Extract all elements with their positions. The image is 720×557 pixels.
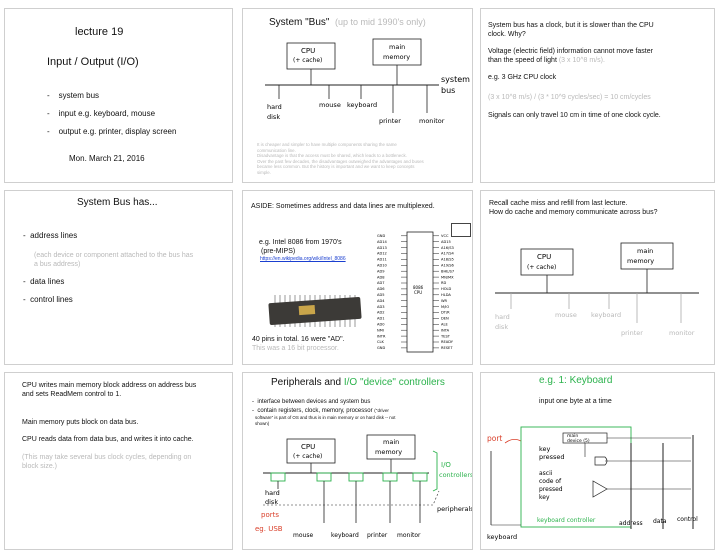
slide-peripherals[interactable]	[242, 372, 473, 550]
pin-label-left: GND	[377, 346, 386, 351]
lecture-title: lecture 19	[75, 26, 124, 38]
pin-label-left: AD6	[377, 287, 385, 292]
pin-label-left: AD8	[377, 275, 385, 280]
cpu-writes-text: CPU writes main memory block address on address bus and sets ReadMem control to 1.	[22, 382, 197, 398]
pin-label-left: AD10	[377, 263, 387, 268]
controller-label: keyboard controller	[537, 517, 596, 524]
memory-label: memory	[375, 448, 403, 456]
main-label: main	[383, 438, 400, 446]
bus-diagram	[243, 9, 473, 139]
memory-label: memory	[383, 53, 411, 61]
cpu-label: CPU	[301, 47, 316, 55]
peripherals-label: peripherals	[437, 505, 474, 513]
chip-name: 8086	[413, 285, 424, 290]
keyboard-label: keyboard	[331, 532, 359, 539]
pin-label-left: AD5	[377, 293, 385, 297]
pin-label-left: AD9	[377, 269, 385, 274]
ports-label: ports	[261, 511, 279, 519]
slide-title: e.g. 1: Keyboard	[539, 375, 613, 386]
cycles-note: (This may take several bus clock cycles, depending on block size.)	[22, 454, 192, 470]
io-label: I/O	[441, 461, 451, 469]
pin-label-right: VCC	[441, 234, 449, 238]
hard-label: hard	[267, 103, 282, 111]
slide-title: ASIDE: Sometimes address and data lines are multiplexed.	[251, 203, 435, 210]
keyboard-label: keyboard	[347, 101, 378, 109]
system-label: system	[441, 75, 470, 84]
mouse-label: mouse	[293, 532, 314, 539]
ascii-line4: key	[539, 494, 550, 501]
control-label: control	[677, 516, 698, 523]
cpu-reads-text: CPU reads data from data bus, and writes it into cache.	[22, 436, 194, 443]
pin-label-right: HOLD	[441, 287, 452, 292]
bullet-input: - input e.g. keyboard, mouse	[47, 109, 156, 118]
pin-label-right: DT/R	[441, 310, 450, 315]
pin-label-right: HLDA	[441, 293, 451, 297]
key-label: key	[539, 445, 551, 453]
pin-label-right: RESET	[441, 346, 453, 351]
slide-system-bus[interactable]	[242, 8, 473, 183]
pin-label-right: RD	[441, 281, 447, 286]
pin-label-right: A17/S4	[441, 251, 454, 256]
main-label: main	[637, 247, 654, 255]
cache-label: (+ cache)	[527, 264, 557, 271]
pin-label-left: AD13	[377, 245, 387, 250]
lecture-date: Mon. March 21, 2016	[69, 154, 145, 163]
printer-label: printer	[379, 117, 401, 125]
cache-label: (+ cache)	[293, 57, 323, 64]
pin-label-right: TEST	[441, 334, 450, 339]
distance-calc: (3 x 10^8 m/s) / (3 * 10^9 cycles/sec) = 10 cm/cycles	[488, 94, 651, 101]
port-label: port	[487, 434, 503, 443]
pin-label-right: A16/S3	[441, 245, 454, 250]
address-label: address	[619, 520, 643, 527]
cpu-clock-example: e.g. 3 GHz CPU clock	[488, 74, 557, 81]
printer-label: printer	[367, 532, 388, 539]
chip-sub: CPU	[414, 290, 423, 295]
address-note: (each device or component attached to the bus has a bus address)	[34, 252, 194, 268]
main-device-line2: device (5)	[567, 439, 590, 444]
hard-label: hard	[495, 313, 510, 321]
usb-label: eg. USB	[255, 525, 283, 533]
slide-title: Peripherals and I/O "device" controllers	[271, 377, 445, 388]
slide-title: System Bus has...	[77, 197, 158, 208]
item-address-lines: - address lines	[23, 231, 78, 240]
monitor-label: monitor	[397, 532, 421, 539]
legend-box	[451, 223, 471, 237]
ascii-line2: code of	[539, 478, 562, 485]
pin-count: 40 pins in total. 16 were "AD".	[252, 336, 345, 343]
slide-cache-refill[interactable]	[480, 190, 715, 365]
data-label: data	[653, 518, 667, 525]
mouse-label: mouse	[555, 311, 577, 319]
pin-label-right: DEN	[441, 316, 449, 321]
clock-text: System bus has a clock, but it is slower than the CPU clock. Why?	[488, 22, 654, 38]
chip-photo	[265, 291, 365, 331]
pressed-label: pressed	[539, 453, 565, 461]
slide-cpu-read[interactable]	[4, 372, 233, 550]
pin-label-left: AD11	[377, 257, 387, 262]
pin-label-left: AD4	[377, 298, 385, 303]
pin-label-right: MN/MX	[441, 275, 454, 280]
keyboard-controller-diagram	[481, 421, 715, 550]
mouse-label: mouse	[319, 101, 341, 109]
bullet-interface: - interface between devices and system bus	[252, 399, 371, 405]
memory-puts-text: Main memory puts block on data bus.	[22, 419, 139, 426]
slide-title: System "Bus" (up to mid 1990's only)	[269, 17, 426, 28]
item-control-lines: - control lines	[23, 295, 73, 304]
hard-label: hard	[265, 489, 280, 497]
pin-label-left: CLK	[377, 340, 384, 345]
pin-label-right: A18/S5	[441, 257, 454, 262]
pin-label-left: AD14	[377, 239, 387, 244]
speed-text: Voltage (electric field) information cannot move faster than the speed of light (3 x 10^8 m/s).	[488, 48, 653, 64]
bus-diagram	[481, 231, 715, 361]
bullet-system-bus: - system bus	[47, 91, 100, 100]
cpu-label: CPU	[301, 443, 316, 451]
ascii-line3: pressed	[539, 486, 563, 493]
monitor-label: monitor	[669, 329, 695, 337]
item-data-lines: - data lines	[23, 277, 65, 286]
pin-label-right: A19/S6	[441, 263, 454, 268]
peripherals-diagram	[243, 427, 473, 550]
driver-note: software" is part of OS and thus is in main memory or on hard disk -- not shown)	[255, 415, 396, 426]
slide-lecture-title[interactable]	[4, 8, 233, 183]
pin-label-right: READY	[441, 340, 453, 345]
pin-label-left: AD1	[377, 316, 385, 321]
wikipedia-link[interactable]: https://en.wikipedia.org/wiki/Intel_8086	[260, 256, 346, 262]
bit-width: This was a 16 bit processor.	[252, 345, 339, 352]
pin-label-right: BHE/S7	[441, 269, 455, 274]
slide-bus-clock[interactable]	[480, 8, 715, 183]
slide-multiplexed[interactable]	[242, 190, 473, 365]
cpu-label: CPU	[537, 253, 552, 261]
main-device-line1: main	[567, 434, 579, 439]
pin-label-left: AD12	[377, 251, 387, 256]
disk-label: disk	[265, 498, 279, 506]
keyboard-label: keyboard	[487, 533, 518, 541]
cache-label: (+ cache)	[293, 453, 323, 460]
memory-label: memory	[627, 257, 655, 265]
pin-label-left: AD0	[377, 322, 385, 327]
bullet-registers: - contain registers, clock, memory, processor ("driver	[252, 408, 389, 414]
disk-label: disk	[495, 323, 509, 331]
main-label: main	[389, 43, 406, 51]
controllers-label: controllers	[439, 471, 474, 479]
intel-example: e.g. Intel 8086 from 1970's (pre-MIPS)	[259, 239, 342, 255]
slide-keyboard[interactable]	[480, 372, 715, 550]
monitor-label: monitor	[419, 117, 445, 125]
slide-subtitle: input one byte at a time	[539, 398, 612, 405]
pinout-diagram	[375, 229, 471, 357]
pin-label-right: WR	[441, 298, 448, 303]
keyboard-label: keyboard	[591, 311, 622, 319]
bus-label: bus	[441, 86, 456, 95]
pin-label-left: AD2	[377, 310, 385, 315]
pin-label-left: NMI	[377, 328, 384, 333]
lecture-subtitle: Input / Output (I/O)	[47, 56, 139, 68]
slide-bus-lines[interactable]	[4, 190, 233, 365]
pin-label-right: ALE	[441, 322, 448, 327]
ascii-line1: ascii	[539, 470, 553, 477]
pin-label-right: INTA	[441, 328, 450, 333]
pin-label-right: AD15	[441, 239, 451, 244]
pin-label-left: AD7	[377, 281, 385, 286]
disk-label: disk	[267, 113, 281, 121]
recall-text: Recall cache miss and refill from last lecture. How do cache and memory communicate across bus?	[489, 200, 658, 216]
pin-label-right: M/IO	[441, 304, 450, 309]
pin-label-left: GND	[377, 234, 386, 238]
bus-notes: It is cheaper and simpler to have multiple components sharing the same communication line. Disadvantage is that the access must be shared, which leads to a bottleneck. Over the past few decades, the disadvantages outweighed the advantages and buses became less common. But the history is important and we want to keep concepts simple.	[257, 142, 424, 175]
signal-conclusion: Signals can only travel 10 cm in time of one clock cycle.	[488, 112, 661, 119]
printer-label: printer	[621, 329, 643, 337]
buffer	[593, 481, 607, 497]
pin-label-left: INTR	[377, 334, 386, 339]
bullet-output: - output e.g. printer, display screen	[47, 127, 177, 136]
pin-label-left: AD3	[377, 304, 385, 309]
